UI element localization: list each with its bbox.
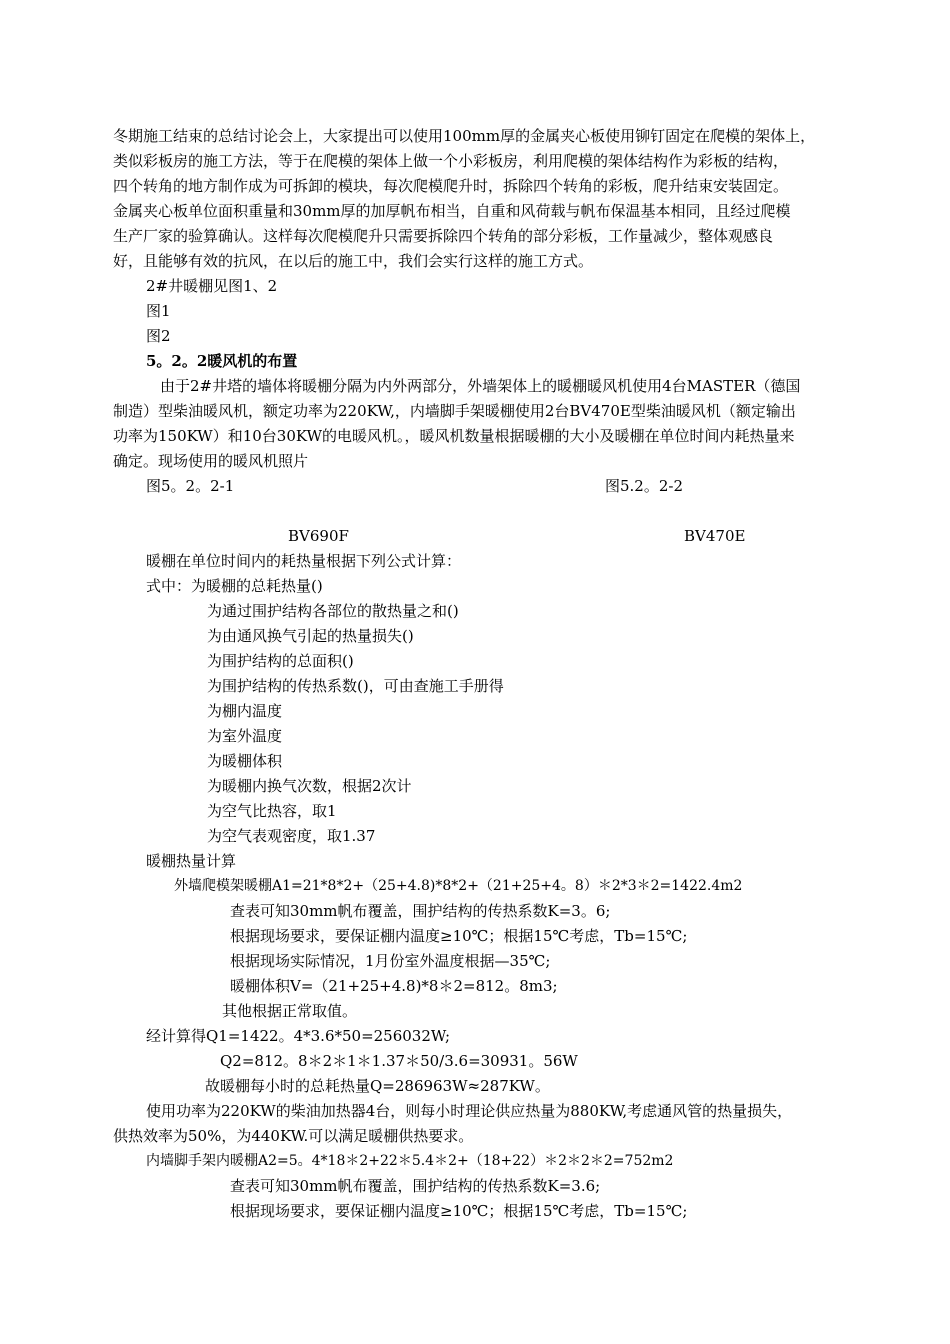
formula-definition: 为由通风换气引起的热量损失() [207, 627, 414, 645]
calc-line: 根据现场要求，要保证棚内温度≥10℃；根据15℃考虑，Tb=15℃; [230, 1202, 688, 1220]
calc-q2: Q2=812。8＊2＊1＊1.37＊50/3.6=30931。56W [220, 1052, 578, 1070]
text-line: 使用功率为220KW的柴油加热器4台，则每小时理论供应热量为880KW,考虑通风管的热量损失， [146, 1102, 793, 1120]
calc-line: 其他根据正常取值。 [222, 1002, 358, 1020]
figure-caption-1: 图1 [146, 302, 171, 320]
calc-line: 根据现场要求，要保证棚内温度≥10℃；根据15℃考虑，Tb=15℃; [230, 927, 688, 945]
text-line: 好，且能够有效的抗风，在以后的施工中，我们会实行这样的施工方式。 [113, 252, 594, 270]
model-label-left: BV690F [288, 527, 349, 545]
calc-line: 查表可知30mm帆布覆盖，围护结构的传热系数K=3。6; [230, 902, 611, 920]
calc-line: 根据现场实际情况，1月份室外温度根据—35℃; [230, 952, 551, 970]
figure-caption-right: 图5.2。2-2 [605, 477, 684, 495]
text-line: 四个转角的地方制作成为可拆卸的模块，每次爬模爬升时，拆除四个转角的彩板，爬升结束安装固定。 [113, 177, 789, 195]
calc-q-total: 故暖棚每小时的总耗热量Q=286963W≈287KW。 [205, 1077, 550, 1095]
text-line: 金属夹心板单位面积重量和30mm厚的加厚帆布相当，自重和风荷载与帆布保温基本相同，且经过爬模 [113, 202, 791, 220]
formula-definition: 为暖棚内换气次数，根据2次计 [207, 777, 412, 795]
formula-definition: 为通过围护结构各部位的散热量之和() [207, 602, 459, 620]
figure-caption-2: 图2 [146, 327, 171, 345]
calc-area-a1: 外墙爬模架暖棚A1=21*8*2+（25+4.8)*8*2+（21+25+4。8）＊2*3＊2=1422.4m2 [174, 878, 743, 894]
formula-definition: 为暖棚体积 [207, 752, 283, 770]
formula-definition: 为室外温度 [207, 727, 283, 745]
formula-definition: 式中：为暖棚的总耗热量() [146, 577, 323, 595]
calc-area-a2: 内墙脚手架内暖棚A2=5。4*18＊2+22＊5.4＊2+（18+22）＊2＊2＊2=752m2 [146, 1153, 674, 1169]
calc-q1: 经计算得Q1=1422。4*3.6*50=256032W; [146, 1027, 451, 1045]
text-line: 类似彩板房的施工方法，等于在爬模的架体上做一个小彩板房，利用爬模的架体结构作为彩板的结构， [113, 152, 789, 170]
figure-caption-left: 图5。2。2-1 [146, 477, 235, 495]
formula-definition: 为棚内温度 [207, 702, 283, 720]
model-label-right: BV470E [684, 527, 746, 545]
calc-line: 查表可知30mm帆布覆盖，围护结构的传热系数K=3.6; [230, 1177, 601, 1195]
text-line: 功率为150KW）和10台30KW的电暖风机。，暖风机数量根据暖棚的大小及暖棚在单位时间内耗热量来 [113, 427, 795, 445]
formula-definition: 为围护结构的传热系数()，可由查施工手册得 [207, 677, 504, 695]
calc-line: 暖棚体积V=（21+25+4.8)*8＊2=812。8m3; [230, 977, 558, 995]
text-line: 冬期施工结束的总结讨论会上，大家提出可以使用100mm厚的金属夹心板使用铆钉固定在爬模的架体上， [113, 127, 816, 145]
text-line: 由于2#井塔的墙体将暖棚分隔为内外两部分，外墙架体上的暖棚暖风机使用4台MASTER（德国 [160, 377, 801, 395]
text-line: 制造）型柴油暖风机，额定功率为220KW,，内墙脚手架暖棚使用2台BV470E型柴油暖风机（额定输出 [113, 402, 796, 420]
formula-intro: 暖棚在单位时间内的耗热量根据下列公式计算： [146, 552, 462, 570]
section-heading: 5。2。2暖风机的布置 [146, 352, 298, 370]
formula-definition: 为围护结构的总面积() [207, 652, 354, 670]
formula-definition: 为空气比热容，取1 [207, 802, 337, 820]
calc-heading: 暖棚热量计算 [146, 852, 237, 870]
text-line: 供热效率为50%，为440KW.可以满足暖棚供热要求。 [113, 1127, 474, 1145]
text-line: 生产厂家的验算确认。这样每次爬模爬升只需要拆除四个转角的部分彩板，工作量减少，整体观感良 [113, 227, 774, 245]
text-line: 确定。现场使用的暖风机照片 [113, 452, 309, 470]
figure-reference: 2#井暖棚见图1、2 [146, 277, 278, 295]
formula-definition: 为空气表观密度，取1.37 [207, 827, 376, 845]
